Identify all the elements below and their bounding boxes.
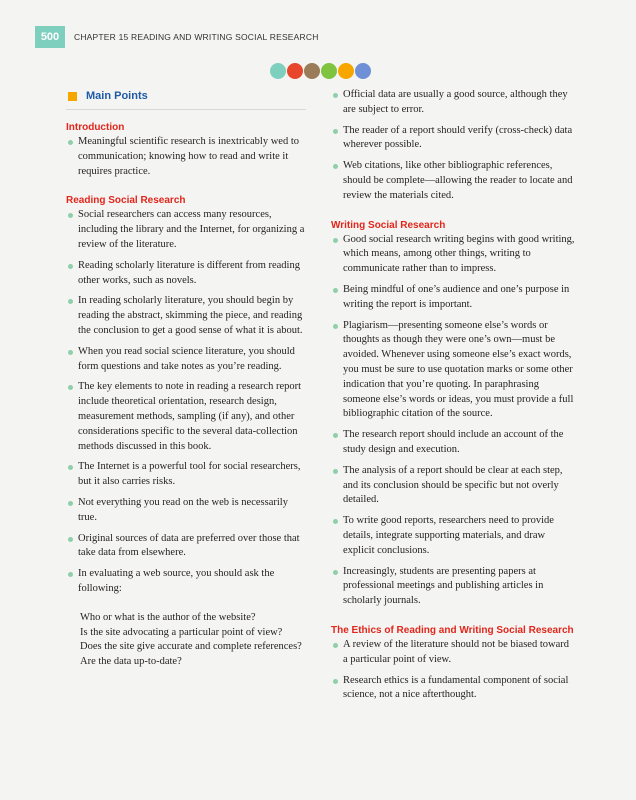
decor-dot xyxy=(304,63,320,79)
page-number: 500 xyxy=(35,26,65,48)
section-heading: Reading Social Research xyxy=(66,195,186,207)
section-introduction xyxy=(66,122,306,179)
list-item: Social researchers can access many resources, including the library and the Internet, for organizing a review of the literature. xyxy=(66,208,306,252)
list-item: The key elements to note in reading a research report include theoretical orientation, research design, measurement methods, sampling (if any), and other considerations specific to the several data-collection methods discussed in this book. xyxy=(66,380,306,454)
bullet-list xyxy=(331,88,576,204)
list-item: Plagiarism—presenting someone else’s words or thoughts as though they were one’s own—must be avoided. Whenever using someone else’s exact words, you must be sure to use quotation marks or some other indication that you’re quoting. In paraphrasing someone else’s words or ideas, you must provide a full bibliographic citation of the source. xyxy=(331,319,576,423)
list-item: In reading scholarly literature, you should begin by reading the abstract, skimming the piece, and reading the conclusion to get a good sense of what it is about. xyxy=(66,294,306,338)
section-heading: Writing Social Research xyxy=(331,219,446,231)
list-item: Web citations, like other bibliographic references, should be complete—allowing the reader to locate and review the materials cited. xyxy=(331,159,576,203)
list-item: Meaningful scientific research is inextricably wed to communication; knowing how to read and write it requires practice. xyxy=(66,135,306,179)
list-item: Not everything you read on the web is necessarily true. xyxy=(66,496,306,526)
main-points-header xyxy=(66,88,306,110)
section-heading: The Ethics of Reading and Writing Social Research xyxy=(331,624,574,636)
list-item: Official data are usually a good source, although they are subject to error. xyxy=(331,88,576,118)
section-ethics xyxy=(331,625,576,703)
decorative-dots xyxy=(270,63,371,79)
list-item: The analysis of a report should be clear at each step, and its conclusion should be specific but not overly detailed. xyxy=(331,464,576,508)
list-item: To write good reports, researchers need to provide details, integrate supporting materials, and draw explicit conclusions. xyxy=(331,514,576,558)
question-line: Are the data up-to-date? xyxy=(80,656,182,668)
chapter-title: CHAPTER 15 READING AND WRITING SOCIAL RESEARCH xyxy=(74,32,319,42)
list-item: The reader of a report should verify (cross-check) data wherever possible. xyxy=(331,124,576,154)
list-item: Original sources of data are preferred over those that take data from elsewhere. xyxy=(66,532,306,562)
list-item: Good social research writing begins with good writing, which means, among other things, writing to communicate rather than to impress. xyxy=(331,233,576,277)
bullet-list xyxy=(66,135,306,179)
list-item: In evaluating a web source, you should ask the following: xyxy=(66,567,306,597)
decor-dot xyxy=(355,63,371,79)
section-writing xyxy=(331,220,576,609)
bullet-list xyxy=(331,233,576,609)
bullet-list xyxy=(66,208,306,596)
decor-dot xyxy=(338,63,354,79)
bullet-list xyxy=(331,638,576,703)
main-points-title: Main Points xyxy=(86,90,148,102)
square-bullet-icon xyxy=(68,92,77,101)
list-item: The Internet is a powerful tool for social researchers, but it also carries risks. xyxy=(66,460,306,490)
decor-dot xyxy=(270,63,286,79)
question-line: Who or what is the author of the website? xyxy=(80,611,256,623)
decor-dot xyxy=(321,63,337,79)
page-header xyxy=(0,26,636,48)
section-reading-continued xyxy=(331,88,576,204)
list-item: Research ethics is a fundamental component of social science, not a nice afterthought. xyxy=(331,674,576,704)
evaluation-questions xyxy=(66,611,306,670)
list-item: When you read social science literature, you should form questions and take notes as you’re reading. xyxy=(66,345,306,375)
question-line: Does the site give accurate and complete references? xyxy=(80,641,302,653)
list-item: Increasingly, students are presenting papers at professional meetings and publishing articles in scholarly journals. xyxy=(331,565,576,609)
list-item: A review of the literature should not be biased toward a particular point of view. xyxy=(331,638,576,668)
list-item: The research report should include an account of the study design and execution. xyxy=(331,428,576,458)
decor-dot xyxy=(287,63,303,79)
list-item: Being mindful of one’s audience and one’s purpose in writing the report is important. xyxy=(331,283,576,313)
left-column xyxy=(66,88,306,686)
list-item: Reading scholarly literature is different from reading other works, such as novels. xyxy=(66,259,306,289)
question-line: Is the site advocating a particular point of view? xyxy=(80,626,283,638)
section-heading: Introduction xyxy=(66,122,125,133)
right-column xyxy=(331,88,576,719)
section-reading xyxy=(66,195,306,670)
